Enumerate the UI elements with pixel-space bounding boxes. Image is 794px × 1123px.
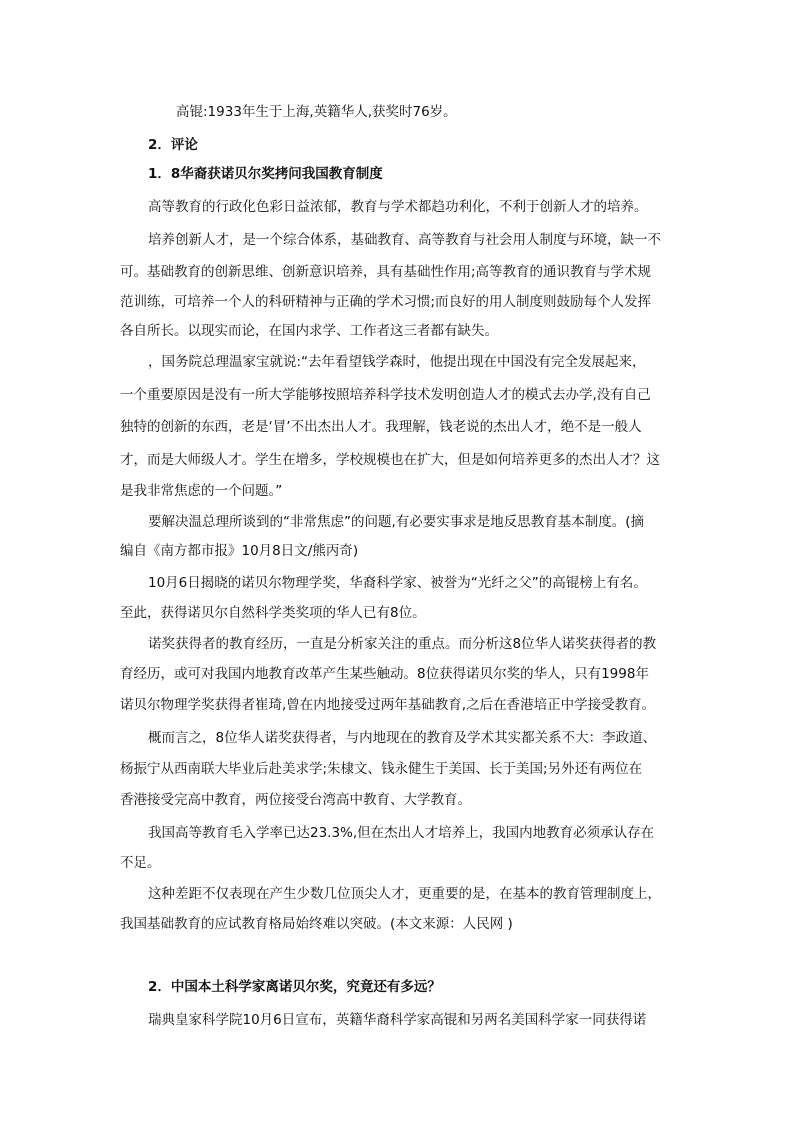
paragraph-line: 我国高等教育毛入学率已达23.3%,但在杰出人才培养上，我国内地教育必须承认存在	[148, 825, 655, 841]
article-2-title: 2．中国本土科学家离诺贝尔奖，究竟还有多远？	[148, 979, 441, 995]
paragraph-line: 杨振宁从西南联大毕业后赴美求学;朱棣文、钱永健生于美国、长于美国;另外还有两位在	[120, 761, 643, 777]
paragraph-line: 诺奖获得者的教育经历，一直是分析家关注的重点。而分析这8位华人诺奖获得者的教	[148, 636, 657, 652]
paragraph-line: 不足。	[120, 855, 161, 871]
paragraph-line: 瑞典皇家科学院10月6日宣布，英籍华裔科学家高锟和另两名美国科学家一同获得诺	[148, 1012, 647, 1028]
paragraph-line: 我国基础教育的应试教育格局始终难以突破。(本文来源：人民网 )	[120, 916, 513, 932]
paragraph-line: 独特的创新的东西，老是‘冒’不出杰出人才。我理解，钱老说的杰出人才，绝不是一般人	[120, 419, 642, 435]
section-heading-comments: 2．评论	[148, 137, 198, 153]
paragraph-line: 培养创新人才，是一个综合体系，基础教育、高等教育与社会用人制度与环境，缺一不	[148, 232, 661, 248]
paragraph-line: 这种差距不仅表现在产生少数几位顶尖人才，更重要的是，在基本的教育管理制度上，	[148, 886, 661, 902]
paragraph-line: 范训练，可培养一个人的科研精神与正确的学术习惯;而良好的用人制度则鼓励每个人发挥	[120, 294, 652, 310]
paragraph-line: 诺贝尔物理学奖获得者崔琦,曾在内地接受过两年基础教育,之后在香港培正中学接受教育。	[120, 697, 656, 713]
paragraph-line: 香港接受完高中教育，两位接受台湾高中教育、大学教育。	[120, 792, 471, 808]
paragraph-line: 各自所长。以现实而论，在国内求学、工作者这三者都有缺失。	[120, 323, 498, 339]
paragraph-line: 一个重要原因是没有一所大学能够按照培养科学技术发明创造人才的模式去办学,没有自己	[120, 387, 651, 403]
paragraph-line: 才，而是大师级人才。学生在增多，学校规模也在扩大，但是如何培养更多的杰出人才？这	[120, 452, 660, 468]
bio-line: 高锟:1933年生于上海,英籍华人,获奖时76岁。	[176, 104, 457, 120]
paragraph-line: 高等教育的行政化色彩日益浓郁，教育与学术都趋功利化，不利于创新人才的培养。	[148, 199, 648, 215]
paragraph-line: ，国务院总理温家宝就说:“去年看望钱学森时，他提出现在中国没有完全发展起来，	[148, 354, 646, 370]
paragraph-line: 要解决温总理所谈到的“非常焦虑”的问题,有必要实事求是地反思教育基本制度。(摘	[148, 514, 645, 530]
paragraph-line: 编自《南方都市报》10月8日文/熊丙奇)	[120, 543, 359, 559]
paragraph-line: 育经历，或可对我国内地教育改革产生某些触动。8位获得诺贝尔奖的华人，只有1998年	[120, 666, 649, 682]
paragraph-line: 可。基础教育的创新思维、创新意识培养，具有基础性作用;高等教育的通识教育与学术规	[120, 264, 652, 280]
paragraph-line: 10月6日揭晓的诺贝尔物理学奖，华裔科学家、被誉为“光纤之父”的高锟榜上有名。	[148, 575, 647, 591]
paragraph-line: 概而言之，8位华人诺奖获得者，与内地现在的教育及学术其实都关系不大：李政道、	[148, 730, 657, 746]
article-1-title: 1．8华裔获诺贝尔奖拷问我国教育制度	[148, 166, 383, 182]
paragraph-line: 至此，获得诺贝尔自然科学类奖项的华人已有8位。	[120, 605, 426, 621]
paragraph-line: 是我非常焦虑的一个问题。”	[120, 483, 283, 499]
